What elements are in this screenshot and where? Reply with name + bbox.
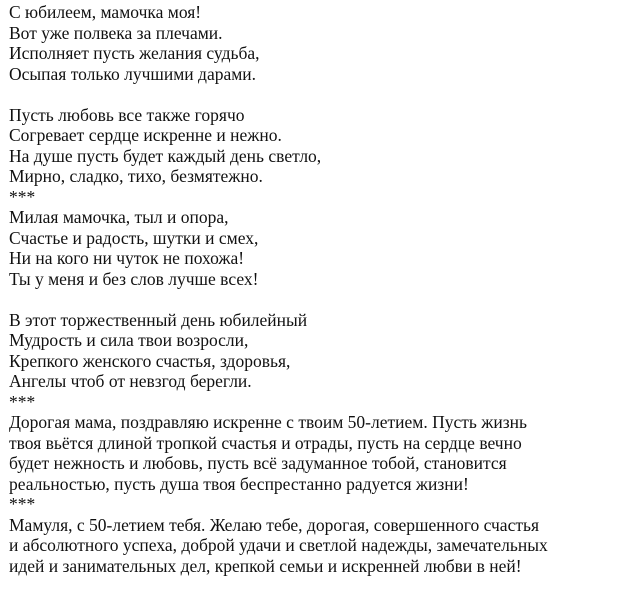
poem-line: Исполняет пусть желания судьба,: [9, 43, 260, 63]
poem-line: Пусть любовь все также горячо: [9, 104, 245, 125]
poem-line: Согревает сердце искренне и нежно.: [9, 125, 282, 145]
poem-line: Ты у меня и без слов лучше всех!: [9, 268, 259, 289]
separator: ***: [9, 186, 36, 207]
prose-line: Мамуля, с 50-летием тебя. Желаю тебе, дорогая, совершенного счастья: [9, 514, 540, 535]
separator: ***: [9, 494, 36, 514]
poem-line: Мудрость и сила твои возросли,: [9, 330, 249, 350]
poem-stanza-1: [9, 2, 613, 84]
prose-line: идей и занимательных дел, крепкой семьи и искренней любви в ней!: [9, 555, 522, 576]
prose-line: будет нежность и любовь, пусть всё задуманное тобой, становится: [9, 453, 507, 473]
prose-line: и абсолютного успеха, доброй удачи и светлой надежды, замечательных: [9, 535, 548, 555]
poem-line: Милая мамочка, тыл и опора,: [9, 207, 229, 227]
prose-paragraph-2: [9, 515, 613, 577]
poem-stanza-3: [9, 207, 613, 289]
blank-line: [9, 289, 613, 310]
greeting-document: [9, 2, 613, 576]
prose-line: твоя вьётся длиной тропкой счастья и отрады, пусть на сердце вечно: [9, 432, 522, 453]
poem-line: В этот торжественный день юбилейный: [9, 309, 308, 330]
poem-line: Мирно, сладко, тихо, безмятежно.: [9, 166, 263, 186]
poem-line: С юбилеем, мамочка моя!: [9, 2, 202, 22]
prose-line: реальностью, пусть душа твоя беспрестанно радуется жизни!: [9, 473, 469, 494]
poem-line: Счастье и радость, шутки и смех,: [9, 227, 259, 248]
prose-line: Дорогая мама, поздравляю искренне с твоим 50-летием. Пусть жизнь: [9, 412, 527, 432]
poem-line: Ни на кого ни чуток не похожа!: [9, 248, 245, 268]
prose-paragraph-1: [9, 412, 613, 494]
poem-stanza-2: [9, 105, 613, 187]
poem-line: Вот уже полвека за плечами.: [9, 22, 223, 43]
poem-line: Крепкого женского счастья, здоровья,: [9, 350, 291, 371]
separator: ***: [9, 391, 36, 412]
blank-line: [9, 84, 613, 105]
poem-line: Осыпая только лучшими дарами.: [9, 63, 257, 84]
poem-line: Ангелы чтоб от невзгод берегли.: [9, 371, 252, 391]
poem-stanza-4: [9, 310, 613, 392]
poem-line: На душе пусть будет каждый день светло,: [9, 145, 322, 166]
